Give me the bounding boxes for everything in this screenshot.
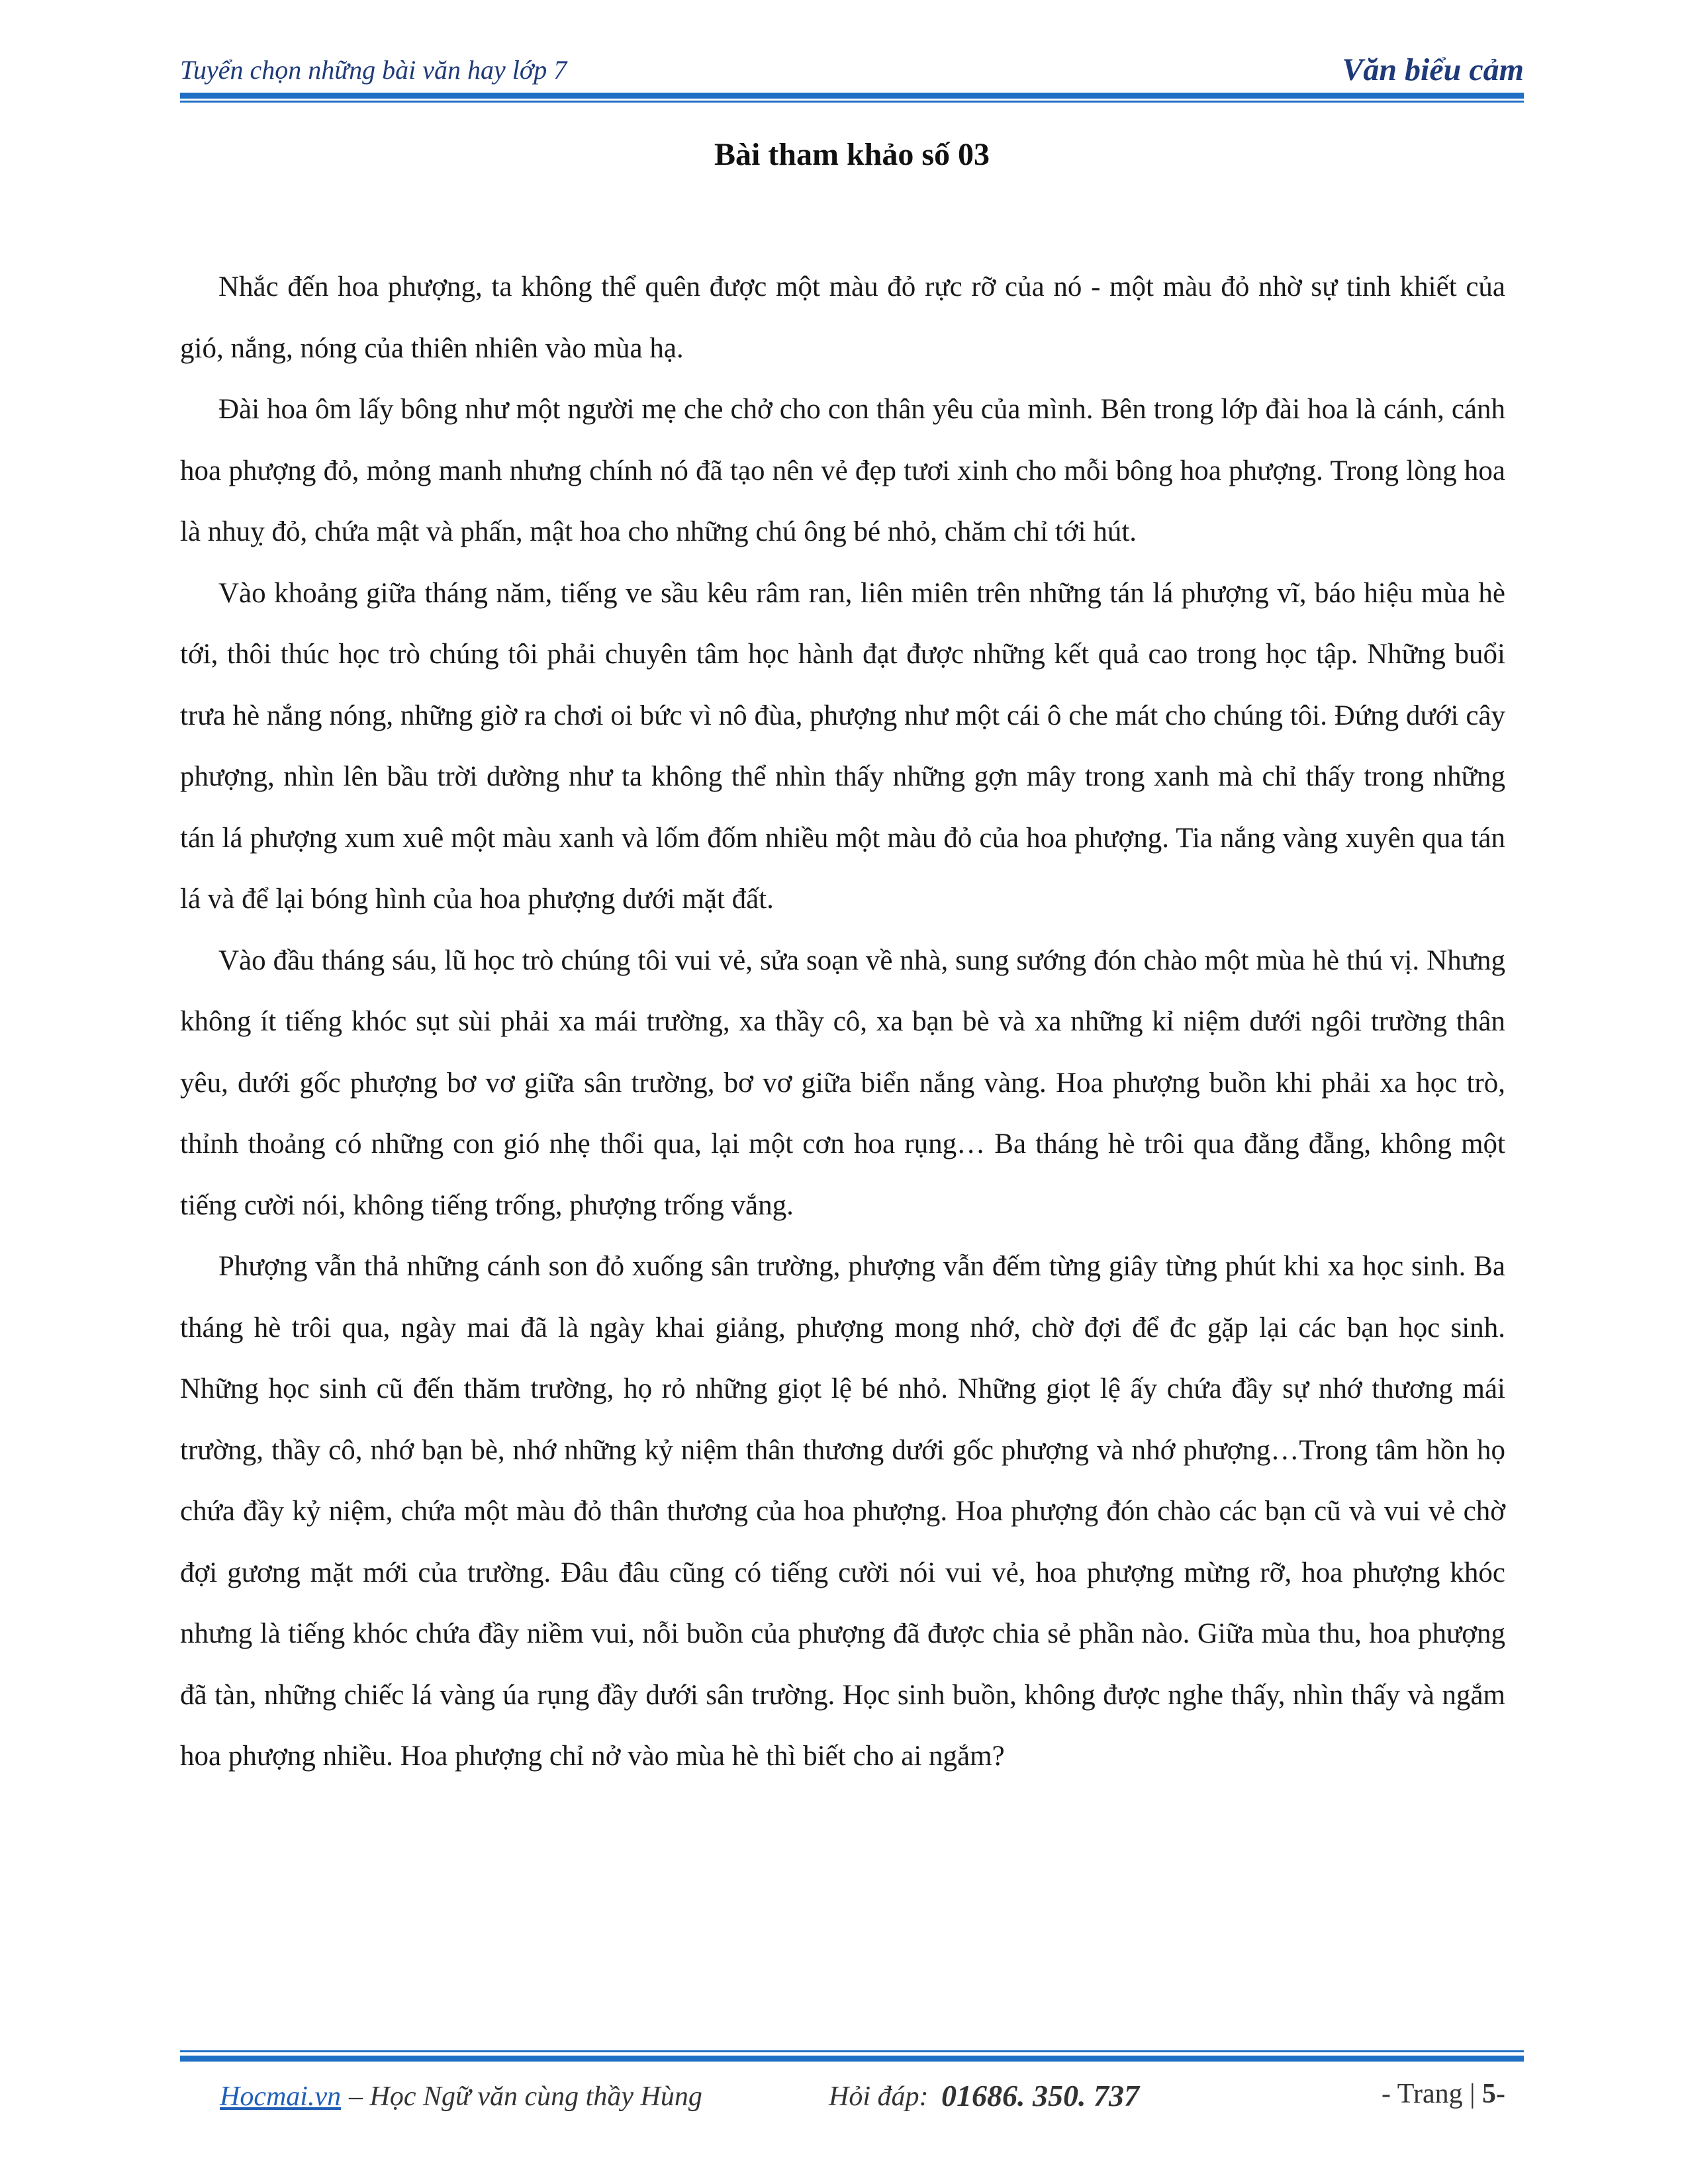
footer-page-label: - Trang | xyxy=(1382,2079,1476,2109)
footer-page-number xyxy=(1382,2078,1505,2110)
essay-paragraph: Nhắc đến hoa phượng, ta không thể quên được một màu đỏ rực rỡ của nó - một màu đỏ nhờ sự tinh khiết của gió, nắng, nóng của thiên nhiên vào mùa hạ. xyxy=(180,271,1505,364)
footer-rule-thin xyxy=(180,2050,1524,2052)
essay-paragraph: Đài hoa ôm lấy bông như một người mẹ che chở cho con thân yêu của mình. Bên trong lớp đài hoa là cánh, cánh hoa phượng đỏ, mỏng manh nhưng chính nó đã tạo nên vẻ đẹp tươi xinh cho mỗi bông hoa phượng. Trong lòng hoa là nhuỵ đỏ, chứa mật và phấn, mật hoa cho những chú ông bé nhỏ, chăm chỉ tới hút. xyxy=(180,394,1505,547)
essay-title: Bài tham khảo số 03 xyxy=(714,137,990,172)
essay-paragraph: Vào khoảng giữa tháng năm, tiếng ve sầu kêu râm ran, liên miên trên những tán lá phượng vĩ, báo hiệu mùa hè tới, thôi thúc học trò chúng tôi phải chuyên tâm học hành đạt được những kết quả cao trong học tập. Những buổi trưa hè nắng nóng, những giờ ra chơi oi bức vì nô đùa, phượng như một cái ô che mát cho chúng tôi. Đứng dưới cây phượng, nhìn lên bầu trời dường như ta không thể nhìn thấy những gợn mây trong xanh mà chỉ thấy trong những tán lá phượng xum xuê một màu xanh và lốm đốm nhiều một màu đỏ của hoa phượng. Tia nắng vàng xuyên qua tán lá và để lại bóng hình của hoa phượng dưới mặt đất. xyxy=(180,577,1505,915)
essay-paragraph: Phượng vẫn thả những cánh son đỏ xuống sân trường, phượng vẫn đếm từng giây từng phút khi xa học sinh. Ba tháng hè trôi qua, ngày mai đã là ngày khai giảng, phượng mong nhớ, chờ đợi để đc gặp lại các bạn học sinh. Những học sinh cũ đến thăm trường, họ rỏ những giọt lệ bé nhỏ. Những giọt lệ ấy chứa đầy sự nhớ thương mái trường, thầy cô, nhớ bạn bè, nhớ những kỷ niệm thân thương dưới gốc phượng và nhớ phượng…Trong tâm hồn họ chứa đầy kỷ niệm, chứa một màu đỏ thân thương của hoa phượng. Hoa phượng đón chào các bạn cũ và vui vẻ chờ đợi gương mặt mới của trường. Đâu đâu cũng có tiếng cười nói vui vẻ, hoa phượng mừng rỡ, hoa phượng khóc nhưng là tiếng khóc chứa đầy niềm vui, nỗi buồn của phượng đã được chia sẻ phần nào. Giữa mùa thu, hoa phượng đã tàn, những chiếc lá vàng úa rụng đầy dưới sân trường. Học sinh buồn, không được nghe thấy, nhìn thấy và ngắm hoa phượng nhiều. Hoa phượng chỉ nở vào mùa hè thì biết cho ai ngắm? xyxy=(180,1251,1505,1772)
footer-hotline-number: 01686. 350. 737 xyxy=(941,2079,1139,2113)
page-footer xyxy=(180,2075,1524,2118)
footer-site-link[interactable]: Hocmai.vn xyxy=(220,2081,342,2112)
header-rule-thin xyxy=(180,101,1524,103)
footer-hotline-label: Hỏi đáp: xyxy=(829,2081,929,2112)
header-rule-thick xyxy=(180,93,1524,99)
footer-rule-thick xyxy=(180,2056,1524,2062)
essay-paragraph: Vào đầu tháng sáu, lũ học trò chúng tôi vui vẻ, sửa soạn về nhà, sung sướng đón chào một mùa hè thú vị. Nhưng không ít tiếng khóc sụt sùi phải xa mái trường, xa thầy cô, xa bạn bè và xa những kỉ niệm dưới ngôi trường thân yêu, dưới gốc phượng bơ vơ giữa sân trường, bơ vơ giữa biển nắng vàng. Hoa phượng buồn khi phải xa học trò, thỉnh thoảng có những con gió nhẹ thổi qua, lại một cơn hoa rụng… Ba tháng hè trôi qua đằng đẵng, không một tiếng cười nói, không tiếng trống, phượng trống vắng. xyxy=(180,944,1505,1221)
footer-course-text: – Học Ngữ văn cùng thầy Hùng xyxy=(349,2081,702,2112)
essay-body xyxy=(180,257,1505,1788)
page-header xyxy=(180,52,1524,91)
footer-page-value: 5- xyxy=(1482,2079,1505,2109)
header-section-title: Văn biểu cảm xyxy=(1342,52,1524,87)
header-book-title: Tuyển chọn những bài văn hay lớp 7 xyxy=(180,55,567,85)
